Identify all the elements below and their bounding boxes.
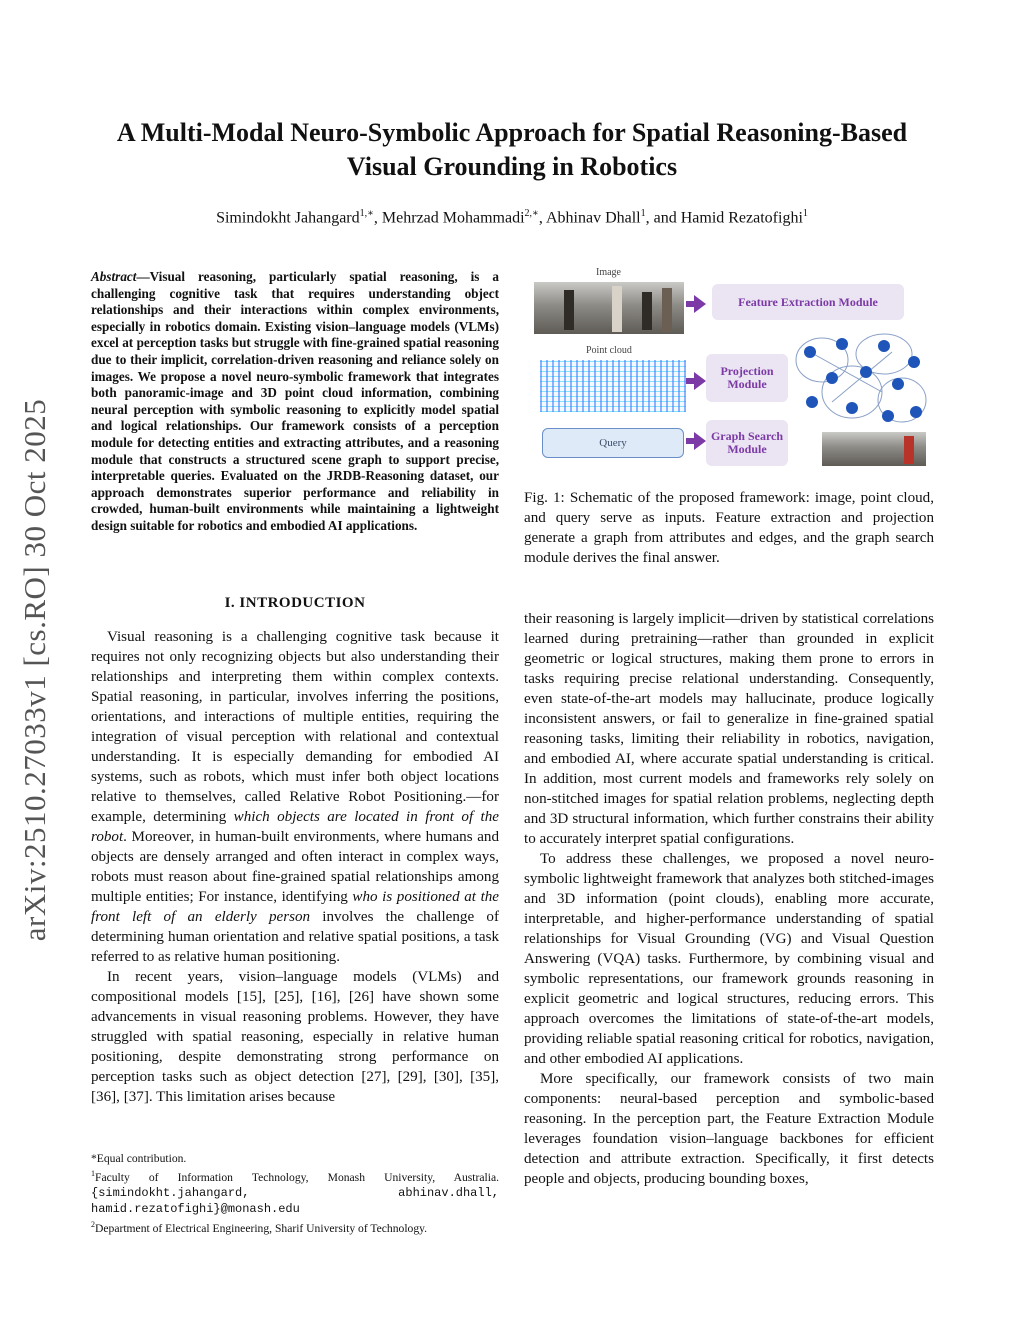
figure-1-schematic	[530, 262, 930, 472]
intro-right-column	[524, 609, 934, 1189]
author-emails: {simindokht.jahangard, abhinav.dhall, hamid.rezatofighi}@monash.edu	[91, 1185, 499, 1216]
intro-paragraph-1: Visual reasoning is a challenging cognitive task because it requires not only recognizing objects but also understanding their relationships and interpreting them within complex contexts. Spatial reasoning, in particular, involves inferring the positions, orientations, and interactions of multiple entities, requiring the integration of visual perception with relational and contextual understanding. It is especially demanding for embodied AI systems, such as robots, which must infer both object locations relative to themselves, called Relative Robot Positioning.—for example, determining which objects are located in front of the robot. Moreover, in human-built environments, where humans and objects are densely arranged and often interact in complex ways, robots must reason about fine-grained spatial relationships among multiple entities; For instance, identifying who is positioned at the front left of an elderly person involves the challenge of determining human orientation and relative spatial positions, a task referred to as relative human positioning.	[91, 629, 500, 965]
author-4-affil: 1	[802, 208, 808, 219]
figure-label-pointcloud: Point cloud	[586, 345, 632, 356]
section-heading-introduction: I. INTRODUCTION	[224, 595, 366, 611]
intro-paragraph-2: In recent years, vision–language models (VLMs) and compositional models [15], [25], [16], [26] have shown some advancements in visual reasoning problems. However, they have struggled with spatial reasoning, especially in relative human positioning, despite demonstrating strong performance on perception tasks such as object detection [27], [29], [30], [35], [36], [37]. This limitation arises because	[91, 969, 499, 1105]
projection-module: Projection Module	[706, 354, 788, 402]
abstract	[91, 269, 499, 535]
author-2-affil: 2,∗	[524, 208, 539, 219]
arxiv-sidebar	[0, 375, 70, 965]
author-3: , Abhinav Dhall	[538, 209, 641, 227]
arrow-right-icon	[694, 372, 706, 390]
intro-left-column	[91, 627, 499, 1107]
graph-search-module: Graph Search Module	[706, 420, 788, 466]
scene-graph-nodes	[804, 338, 922, 422]
answer-image-output	[822, 432, 926, 466]
author-2: , Mehrzad Mohammadi	[373, 209, 525, 227]
author-1-affil: 1,∗	[359, 208, 374, 219]
abstract-label: Abstract	[91, 269, 137, 284]
footnote-1: $^1$Faculty of Information Technology, Monash University, Australia. {simindokht.jahangard, abhinav.dhall, hamid.rezatofighi}@monash.edu	[91, 1169, 499, 1216]
footnote-2: $^2$Department of Electrical Engineering, Sharif University of Technology.	[91, 1219, 428, 1235]
feature-extraction-module: Feature Extraction Module	[712, 284, 904, 320]
intro-paragraph-4: To address these challenges, we proposed a novel neuro-symbolic lightweight framework that analyzes both stitched-images and 3D information (point clouds), enabling more accurate, interpretable, and higher-performance understanding of spatial relationships for Visual Grounding (VG) and Visual Question Answering (VQA) tasks. Furthermore, by combining visual and symbolic representations, our framework grounds reasoning in explicit geometric and logical structures, reducing errors. This approach overcomes the limitations of state-of-the-art models, providing reliable spatial reasoning critical for robotics, navigation, and other embodied AI applications.	[524, 851, 934, 1067]
figure-label-image: Image	[596, 267, 621, 278]
author-3-affil: 1	[640, 208, 646, 219]
title-line-2: Visual Grounding in Robotics	[346, 152, 678, 181]
scene-graph	[792, 332, 930, 428]
intro-paragraph-3: their reasoning is largely implicit—driven by statistical correlations learned during pretraining—rather than grounded in explicit geometric or logical structures, making them prone to errors in tasks requiring precise relational understanding. Consequently, even state-of-the-art models may hallucinate, produce logically inconsistent answers, or fail to generalize in fine-grained spatial reasoning tasks, limiting their reliability in robotics, navigation, and embodied AI, where accurate spatial understanding is critical. In addition, most current models and frameworks rely solely on non-stitched images for spatial relation problems, neglecting depth and 3D structural information, which further constrains their ability to accurately interpret spatial configurations.	[524, 611, 934, 847]
abstract-dash: —	[136, 269, 150, 284]
panoramic-image-input	[534, 282, 684, 334]
point-cloud-input	[540, 360, 686, 412]
intro-paragraph-5: More specifically, our framework consists of two main components: neural-based perception and symbolic-based reasoning. In the perception part, the Feature Extraction Module leverages foundation vision–language backbones for efficient detection and attribute extraction. Specifically, it first detects people and objects, producing bounding boxes,	[524, 1071, 934, 1187]
figure-1-caption: Fig. 1: Schematic of the proposed framework: image, point cloud, and query serve as inputs. Feature extraction and projection generate a graph from attributes and edges, and the graph search module derives the final answer.	[524, 490, 934, 566]
author-4: , and Hamid Rezatofighi	[645, 209, 803, 227]
query-input: Query	[542, 428, 684, 458]
title-line-1: A Multi-Modal Neuro-Symbolic Approach for Spatial Reasoning-Based	[116, 118, 908, 147]
author-list	[80, 208, 944, 227]
abstract-text: Visual reasoning, particularly spatial reasoning, is a challenging cognitive task that requires understanding object relationships and their interactions within complex environments, especially in robotics domain. Existing vision–language models (VLMs) excel at perception tasks but struggle with fine-grained spatial reasoning due to their implicit, correlation-driven reasoning and reliance solely on images. We propose a novel neuro-symbolic framework that integrates both panoramic-image and 3D point cloud information, combining neural perception with symbolic reasoning to explicitly model spatial and logical relationships. Our framework consists of a perception module for detecting entities and extracting attributes, and a reasoning module that constructs a structured scene graph to support precise, interpretable queries. Evaluated on the JRDB-Reasoning dataset, our approach demonstrates superior performance and reliability in crowded, human-built environments while maintaining a lightweight design suitable for robotics and embodied AI applications.	[91, 269, 499, 533]
author-1: Simindokht Jahangard	[216, 209, 360, 227]
arrow-right-icon	[694, 295, 706, 313]
paper-title	[80, 116, 944, 184]
footnotes	[91, 1151, 499, 1236]
footnote-equal-contribution: *Equal contribution.	[91, 1152, 187, 1165]
arxiv-identifier: arXiv:2510.27033v1 [cs.RO] 30 Oct 2025	[17, 398, 52, 942]
scene-graph-edges	[796, 334, 926, 422]
arrow-right-icon	[694, 432, 706, 450]
